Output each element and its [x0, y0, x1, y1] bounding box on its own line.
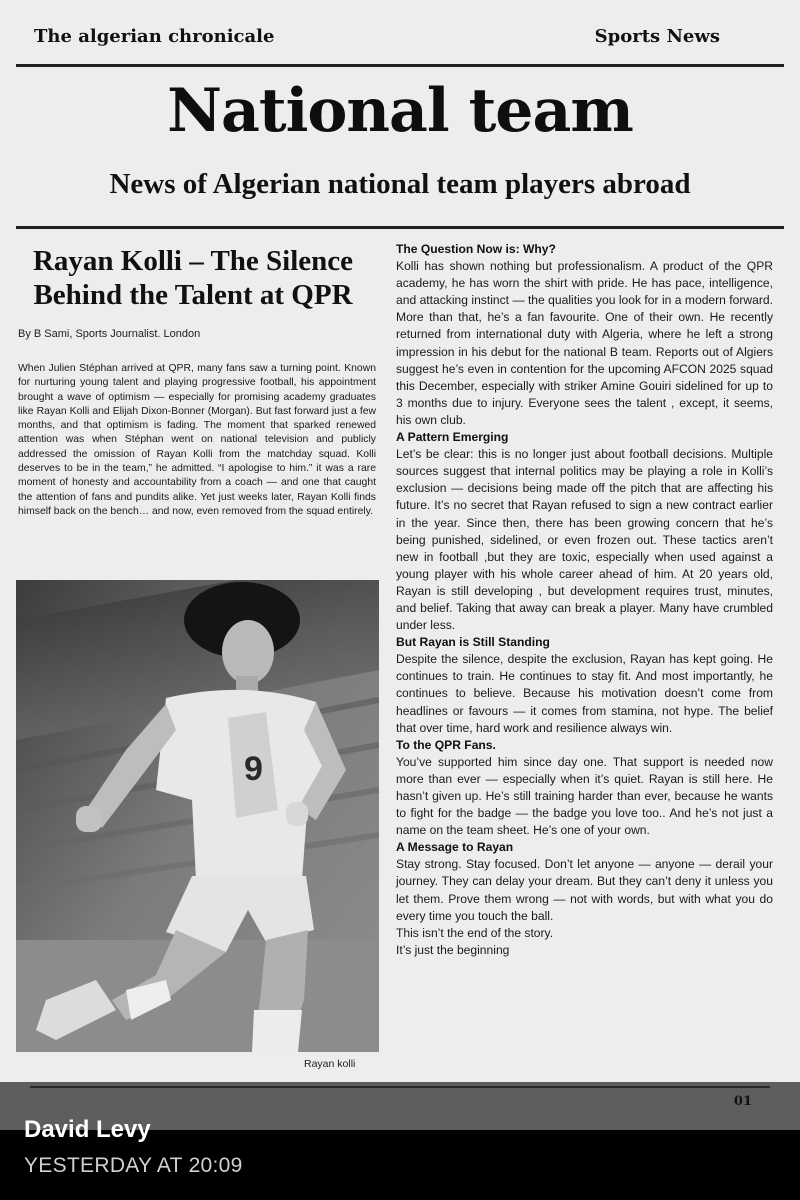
section-label: Sports News	[594, 26, 720, 47]
article-lead-paragraph: When Julien Stéphan arrived at QPR, many fans saw a turning point. Known for nurturing young talent and playing progressive football, his appointment brought a wave of optimism — especially for promising academy graduates like Rayan Kolli and Elijah Dixon-Bonner (Morgan). But fast forward just a few months, and that optimism is fading. The moment that sparked renewed attention was when Stéphan went on national television and publicly addressed the omission of Rayan Kolli from the matchday squad. Kolli deserves to be in the team,” he admitted. “I apologise to him.” it was a rare moment of honesty and accountability from a coach — and one that caught the attention of fans and pundits alike. Yet just weeks later, Rayan Kolli finds himself back on the bench… and now, even removed from the squad entirely.	[18, 363, 376, 517]
article-byline: By B Sami, Sports Journalist. London	[18, 328, 201, 340]
section-paragraph: Stay strong. Stay focused. Don’t let anyone — anyone — derail your journey. They can delay your dream. But they can’t deny it unless you let them. Prove them wrong — not with words, but with what you do every time you touch the ball.	[396, 857, 773, 923]
section-heading: But Rayan is Still Standing	[396, 635, 550, 650]
section-heading: The Question Now is: Why?	[396, 242, 556, 256]
section-paragraph: You’ve supported him since day one. That support is needed now more than ever — especially when it’s quiet. Rayan is still here. He hasn’t given up. He’s still training harder than ever, because he wants to fight for the badge — the badge you love too.. And he’s not just a name on the team sheet. He’s one of your own.	[396, 754, 773, 838]
section-heading: To the QPR Fans.	[396, 737, 496, 752]
photo-caption: Rayan kolli	[304, 1058, 356, 1070]
post-author-name[interactable]: David Levy	[24, 1116, 151, 1143]
footer-divider	[30, 1086, 770, 1088]
section-paragraph: Despite the silence, despite the exclusion, Rayan has kept going. He continues to train. He continues to stay fit. And most importantly, he continues to believe. Because his motivation doesn’t come from headlines or favours — it comes from stamina, not hype. The belief that over time, hard work and resilience always win.	[396, 652, 773, 735]
section-heading: A Message to Rayan	[396, 840, 514, 855]
page-headline: National team	[167, 76, 633, 146]
section-paragraph: Kolli has shown nothing but professionalism. A product of the QPR academy, he has worn the shirt with pride. He has pace, intelligence, and attacking instinct — the qualities you look for in a modern forward. More than that, he’s a fan favourite. One of their own. He recently returned from international duty with Algeria, where he left a strong impression in his debut for the national B team. Reports out of Algiers suggest he’s even in contention for the upcoming AFCON 2025 squad this December, especially with striker Amine Gouiri sidelined for up to 3 months due to injury. Everyone sees the talent , except, it seems, his own club.	[396, 259, 773, 427]
publication-name: The algerian chronicale	[34, 26, 275, 47]
masthead-divider	[16, 64, 784, 67]
closing-line: This isn’t the end of the story.	[396, 925, 554, 940]
page-subheadline: News of Algerian national team players abroad	[109, 168, 691, 200]
svg-text:9: 9	[244, 750, 263, 788]
page-number: 01	[733, 1094, 752, 1109]
section-paragraph: Let’s be clear: this is no longer just about football decisions. Multiple sources suggest that internal politics may be playing a role in Kolli’s exclusion — decisions being made off the pitch that are affecting his future. It’s no secret that Rayan refused to sign a new contract earlier in the year. Since then, there has been growing concern that he’s being punished, sidelined, or even frozen out. These tactics aren’t new in football ,but they are toxic, especially when used against a young player with his whole career ahead of him. At 20 years old, Rayan is still developing , but development requires trust, minutes, and belief. Taking that away can break a player. Many have crumbled under less.	[396, 447, 773, 633]
player-photo	[16, 580, 379, 1052]
post-timestamp: YESTERDAY AT 20:09	[24, 1154, 243, 1177]
article-title: Rayan Kolli – The Silence Behind the Talent at QPR	[32, 245, 354, 311]
article-body-column	[396, 241, 773, 959]
section-heading: A Pattern Emerging	[396, 430, 509, 445]
closing-line: It’s just the beginning	[396, 942, 510, 957]
header-divider	[16, 226, 784, 229]
